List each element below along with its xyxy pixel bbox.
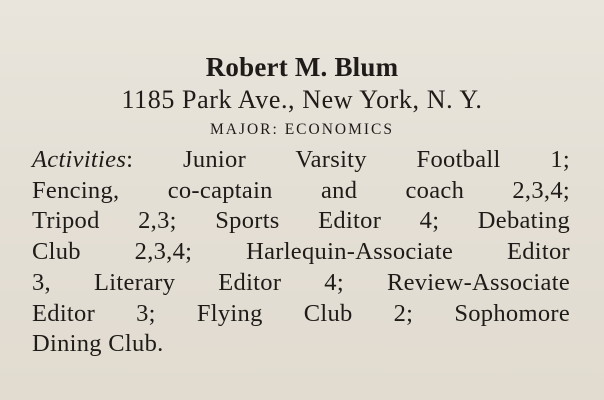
activities-line: Fencing, co-captain and coach 2,3,4; [32, 176, 570, 204]
activities-label: Activities [32, 146, 127, 173]
activities-line: 3, Literary Editor 4; Review-Associate [32, 268, 570, 296]
activities-line: Editor 3; Flying Club 2; Sophomore [32, 299, 570, 327]
activities-paragraph [32, 145, 570, 360]
activities-line: Tripod 2,3; Sports Editor 4; Debating [32, 207, 570, 235]
student-name: Robert M. Blum [205, 52, 399, 82]
activities-line [32, 145, 570, 176]
activities-text: : Junior Varsity Football 1; [126, 146, 570, 173]
student-address: 1185 Park Ave., New York, N. Y. [121, 85, 483, 114]
activities-line: Club 2,3,4; Harlequin-Associate Editor [32, 238, 570, 266]
activities-line: Dining Club. [32, 330, 164, 358]
student-major: MAJOR: ECONOMICS [209, 121, 394, 138]
